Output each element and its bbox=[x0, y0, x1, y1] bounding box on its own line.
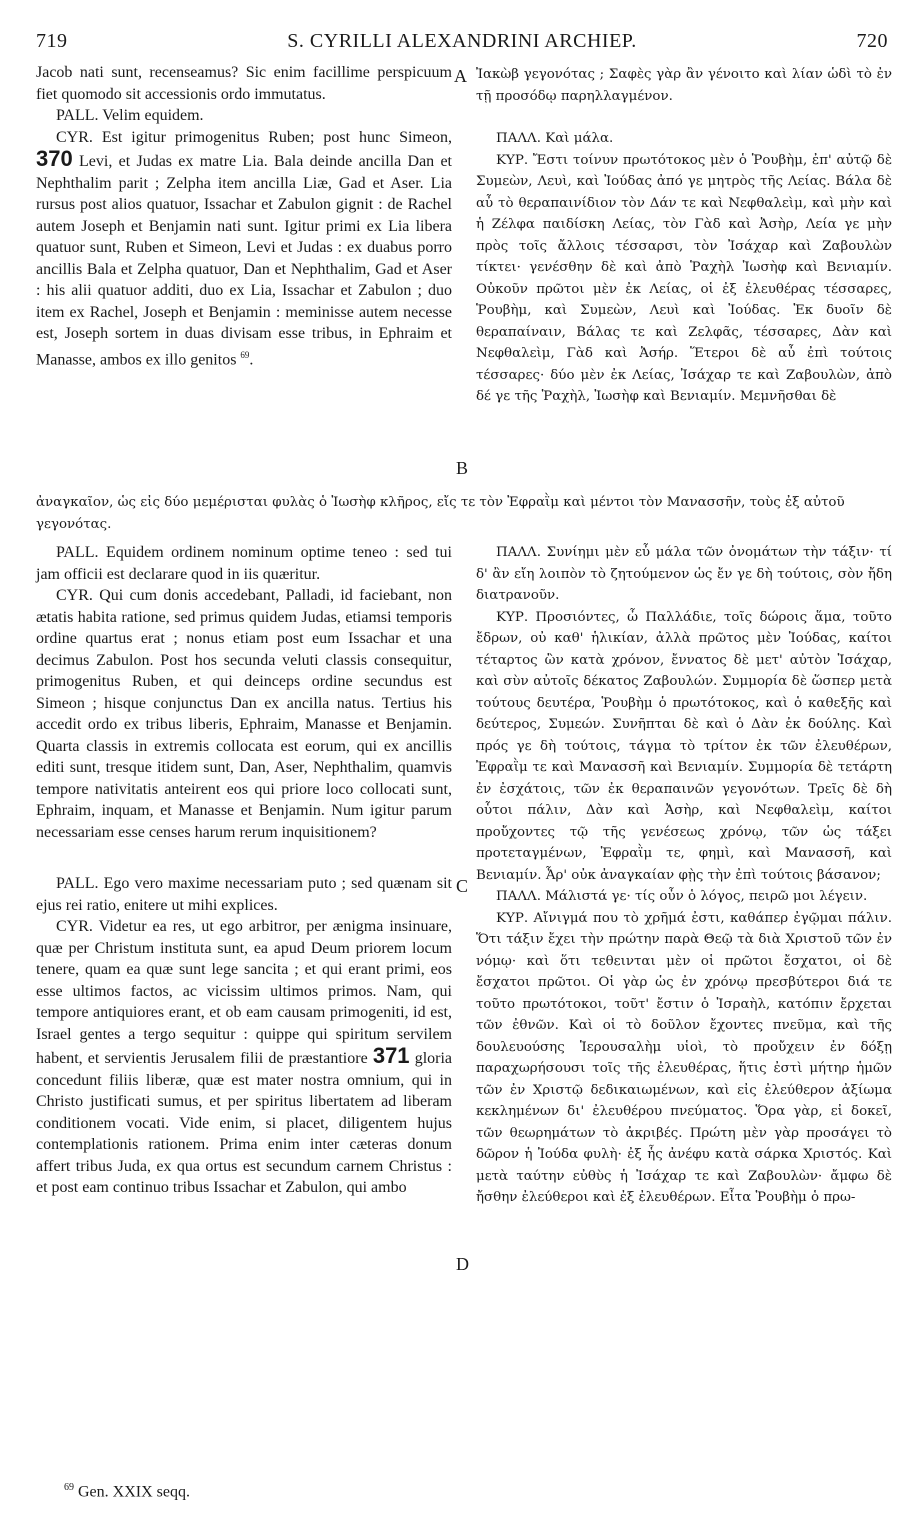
page-number-right: 720 bbox=[856, 30, 888, 52]
latin-text: CYR. Est igitur primogenitus Ruben; post hunc Simeon, bbox=[56, 128, 452, 146]
greek-paragraph: Ἰακὼβ γεγονότας ; Σαφὲς γὰρ ἂν γένοιτο καὶ λίαν ὡδὶ τὸ ἐν τῇ προσόδῳ παρηλλαγμένον. bbox=[476, 67, 892, 104]
greek-spanning-lines: ἀναγκαῖον, ὡς εἰς δύο μεμέρισται φυλὰς ὁ Ἰωσὴφ κλῆρος, εἴς τε τὸν Ἐφραῒμ καὶ μέντοι τὸν Μανασσῆν, τοὺς ἐξ αὐτοῦ γεγονότας. bbox=[36, 495, 845, 532]
greek-column-lower bbox=[476, 542, 892, 1209]
footnote-text: Gen. XXIX seqq. bbox=[78, 1483, 190, 1501]
margin-marker-d: D bbox=[456, 1254, 469, 1274]
latin-column-upper bbox=[36, 62, 452, 370]
greek-paragraph: ΚΥΡ. Αἴνιγμά που τὸ χρῆμά ἐστι, καθάπερ ἐγῷμαι πάλιν. Ὅτι τάξιν ἔχει τὴν πρώτην παρὰ Θεῷ τὰ διὰ Χριστοῦ τῶν ἐν νόμῳ· καὶ ὅτι τεθεινται μὲν οἱ πρῶτοι ἔσχατοι, οἱ δὲ ἔσχατοι πρῶτοι. Οἱ γὰρ ὡς ἐν χρόνῳ πρεσβύτεροι διά τε τοῦτο πρωτότοκοι, τοῦτ' ἔστιν ὁ Ἰσραὴλ, κατόπιν ἔρχεται τῶν ἐθνῶν. Καὶ οἱ τὸ δοῦλον ἔχοντες πνεῦμα, καὶ τῆς δουλευούσης Ἱερουσαλὴμ υἱοὶ, τὸ προὔχειν ἐν δόξῃ παραχωρήσουσι τοῖς τῆς ἐλευθέρας, ἥτις ἐστὶ μήτηρ ἡμῶν τῶν ἐν Χριστῷ δεδικαιωμένων, καὶ εἰς ἐλεύθερον ἀξίωμα κεκλημένων δι' ἐλευθέρου πνεύματος. Ὅρα γὰρ, εἰ δοκεῖ, τῶν θεωρημάτων τὸ ἀκριβές. Πρώτη μὲν γὰρ προσάγει τὸ δῶρον ἡ Ἰούδα φυλὴ· ἐξ ἧς ἀνέφυ κατὰ σάρκα Χριστός. Καὶ μετὰ ταύτην εὐθὺς ἡ Ἰσάχαρ τε καὶ Ζαβουλὼν· ἄμφω δὲ ἤσθην ἐλεύθεροι καὶ ἐξ ἐλευθέρων. Εἶτα Ῥουβὴμ ὁ πρω- bbox=[476, 910, 892, 1205]
running-header bbox=[30, 30, 894, 58]
latin-paragraph: PALL. Ego vero maxime necessariam puto ; sed quænam sit ejus rei ratio, enitere ut mihi explices. bbox=[36, 875, 452, 914]
latin-column-middle bbox=[36, 542, 452, 1199]
greek-paragraph: ΠΑΛΛ. Μάλιστά γε· τίς οὖν ὁ λόγος, πειρῶ μοι λέγειν. bbox=[496, 889, 868, 904]
greek-paragraph: ΚΥΡ. Προσιόντες, ὦ Παλλάδιε, τοῖς δώροις ἅμα, τοῦτο ἔδρων, οὐ καθ' ἡλικίαν, ἀλλὰ πρῶτος μὲν Ἰούδας, καίτοι τέταρτος ὢν κατὰ χρόνον, ἔννατος δὲ μετ' αὐτὸν Ἰσάχαρ, καὶ σὺν αὐτοῖς δέκατος Ζαβουλών. Συμμορία δὲ ὥσπερ μετὰ τούτους δευτέρα, Ῥουβὴμ ὁ πρωτότοκος, καὶ ὁ καθεξῆς καὶ δεύτερος, Συμεών. Συνῆπται δὲ καὶ ὁ Δὰν ἐκ δούλης. Καὶ πρός γε δὴ τούτοις, τάγμα τὸ τρίτον ἐκ τῶν ἐλευθέρων, Ἐφραῒμ τε καὶ Μανασσῆ καὶ Βενιαμίν. Συμμορία δὲ τετάρτη ἐν ἐσχάτοις, τῶν ἐκ θεραπαινῶν γεγονότων. Τρεῖς δὲ δὴ οὗτοι πάλιν, Δὰν καὶ Ἀσὴρ, καὶ Νεφθαλεὶμ, καίτοι προὔχοντες τῷ τῆς γενέσεως χρόνῳ, τῶν ὡς τάξει προτεταγμένων, Ἐφραῒμ τε, φημὶ, καὶ Μανασσῆ, καὶ Βενιαμίν. Ἆρ' οὐκ ἀναγκαίαν φῂς τὴν ἐπὶ τούτοις βάσανον; bbox=[476, 609, 892, 883]
greek-paragraph: ΠΑΛΛ. Συνίημι μὲν εὖ μάλα τῶν ὀνομάτων τὴν τάξιν· τί δ' ἂν εἴη λοιπὸν τὸ ζητούμενον ὡς ἔν γε δὴ τούτοις, σὸν ἤδη διατρανοῦν. bbox=[476, 545, 892, 603]
latin-paragraph bbox=[36, 916, 452, 1199]
latin-text: Levi, et Judas ex matre Lia. Bala deinde ancilla Dan et Nephthalim parit ; Zelpha item ancilla Liæ, Gad et Aser. Lia rursus post alios quatuor, Issachar et Zabulon gignit : de Rachel autem Joseph et Benjamin nati sunt. Igitur primi ex Lia libera quatuor sunt, Ruben et Simeon, Levi et Judas : ex duabus porro ancillis Bala et Zelpha quatuor, Dan et Nephthalim, Gad et Aser : his alii quatuor additi, duo ex Lia, Issachar et Zabulon ; duo item ex Rachel, Joseph et Benjamin : meminisse autem necesse est, Joseph sortem in duas divisam esse tribus, in Ephraim et Manasse, ambos ex illo genitos bbox=[36, 153, 453, 368]
footnote-ref: 69 bbox=[240, 349, 250, 360]
latin-paragraph: CYR. Qui cum donis accedebant, Palladi, id faciebant, non ætatis habita ratione, sed primus quidem Judas, etiamsi temporis ordine quartus erat ; nonus etiam post eum Issachar et una decimus Zabulon. Post hos secunda veluti classis consequitur, primogenitus Ruben, et qui deinceps ordine secundus est Simeon ; hisque conjunctus Dan ex ancilla natus. Tertius his accedit ordo ex tribus liberis, Ephraim, Manasse et Benjamin. Quarta classis in extremis collocata est eorum, qui ex ancillis editi sunt, tresque itidem sunt, Dan, Aser, Nephthalim, quamvis tempore nativitatis anteirent eos qui priore loco collocati sunt, Ephraim, inquam, et Manasse et Benjamin. Num igitur parum necessariam esse censes harum rerum inquisitionem? bbox=[36, 587, 452, 841]
latin-text: gloria concedunt filiis liberæ, quæ est mater nostra omnium, qui in Christo justificati sumus, et per spiritus libertatem ad liberam conditionem vocati. Vide enim, si placet, diligentem hujus contemplationis rationem. Prima enim inter cæteras donum affert tribus Juda, ex qua ortus est secundum carnem Christus : et post eam continuo tribus Issachar et Zabulon, qui ambo bbox=[36, 1050, 453, 1196]
greek-column-upper bbox=[476, 64, 892, 408]
latin-paragraph: PALL. Velim equidem. bbox=[56, 107, 204, 124]
latin-paragraph: PALL. Equidem ordinem nominum optime teneo : sed tui jam officii est declarare quod in iis quæritur. bbox=[36, 544, 452, 583]
latin-paragraph: CYR. Est igitur primogenitus Ruben; post hunc Simeon, 370 Levi, et Judas ex matre Lia. Bala deinde ancilla Dan et Nephthalim parit ; Zelpha item ancilla Liæ, Gad et Aser. Lia rursus post alios quatuor, Issachar et Zabulon gignit : de Rachel autem Joseph et Benjamin nati sunt. Igitur primi ex Lia libera quatuor sunt, Ruben et Simeon, Levi et Judas : ex duabus porro ancillis Bala et Zelpha quatuor, Dan et Nephthalim, Gad et Aser : his alii quatuor additi, duo ex Lia, Issachar et Zabulon ; duo item ex Rachel, Joseph et Benjamin : meminisse autem necesse est, Joseph sortem in duas divisam esse tribus, in Ephraim et Manasse, ambos ex illo genitos $^{69}$. bbox=[36, 128, 453, 368]
page-number-left: 719 bbox=[36, 30, 68, 52]
page-title: S. CYRILLI ALEXANDRINI ARCHIEP. bbox=[287, 30, 637, 52]
column-number-370: 370 bbox=[36, 146, 73, 171]
margin-marker-a: A bbox=[454, 66, 467, 86]
greek-paragraph: ΚΥΡ. Ἔστι τοίνυν πρωτότοκος μὲν ὁ Ῥουβὴμ, ἐπ' αὐτῷ δὲ Συμεὼν, Λευὶ, καὶ Ἰούδας ἀπό γε μητρὸς τῆς Λείας. Βάλα δὲ αὖ τὸ θεραπαινίδιον τὸν Δάν τε καὶ Νεφθαλεὶμ, καὶ μὴν καὶ ἡ Ζέλφα παιδίσκη Λείας, τὸν Γὰδ καὶ Ἀσὴρ, Λεία γε μὴν πρὸς τοῖς ἄλλοις τέσσαρσι, τὸν Ἰσάχαρ καὶ Ζαβουλὼν τίκτει· γενέσθην δὲ καὶ ἀπὸ Ῥαχὴλ Ἰωσὴφ καὶ Βενιαμίν. Οὐκοῦν πρῶτοι μὲν ἐκ Λείας, οἱ ἐξ ἐλευθέρας τέσσαρες, Ῥουβὴμ, καὶ Συμεὼν, Λευὶ καὶ Ἰούδας. Ἐκ δυοῖν δὲ θεραπαίναιν, Βάλας τε καὶ Ζελφᾶς, τέσσαρες, Δὰν καὶ Νεφθαλεὶμ, Γὰδ καὶ Ἀσήρ. Ἕτεροι δὲ αὖ ἐπὶ τούτοις τέσσαρες· δύο μὲν ἐκ Λείας, Ἰσάχαρ τε καὶ Ζαβουλὼν, ἀπὸ δέ γε τῆς Ῥαχὴλ, Ἰωσὴφ καὶ Βενιαμίν. Μεμνῆσθαι δὲ bbox=[476, 152, 892, 404]
margin-marker-c: C bbox=[456, 876, 469, 896]
margin-marker-b: B bbox=[456, 458, 469, 478]
footnote-number: 69 bbox=[64, 1482, 74, 1493]
footnote bbox=[64, 1482, 190, 1501]
column-number-371: 371 bbox=[372, 1043, 410, 1068]
greek-paragraph: ΠΑΛΛ. Καὶ μάλα. bbox=[496, 131, 614, 146]
latin-text: CYR. Videtur ea res, ut ego arbitror, per ænigma insinuare, quæ per Christum instituta sunt, ea apud Deum priorem locum tenere, quam ea quæ sunt lege sancita ; et qui erant primi, eos esse ultimos factos, ac vicissim ultimos primos. Nam, qui tempore antiquiores erant, et ob eam causam primogeniti, id est, Israel gentes a tergo sequitur : quippe qui spiritum servilem habent, et servientis Jerusalem filii de præstantiore bbox=[36, 918, 452, 1067]
latin-paragraph: Jacob nati sunt, recenseamus? Sic enim facillime perspicuum fiet quomodo sit accessionis ordo immutatus. bbox=[36, 64, 452, 103]
